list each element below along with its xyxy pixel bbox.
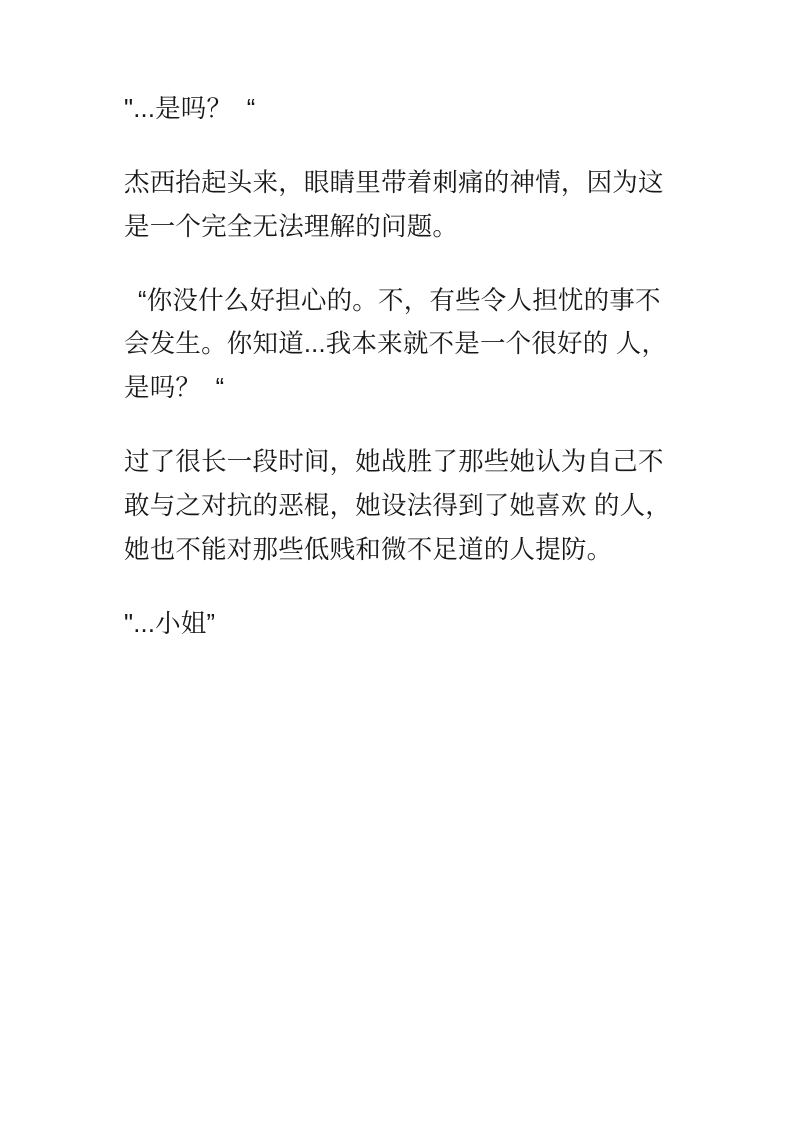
document-body	[124, 88, 683, 647]
paragraph: "...小姐”	[124, 609, 216, 638]
paragraph: “你没什么好担心的。不，有些令人担忧的事不会发生。你知道...我本来就不是一个很好的 人，是吗？ “	[124, 286, 668, 403]
paragraph: 过了很长一段时间，她战胜了那些她认为自己不敢与之对抗的恶棍，她设法得到了她喜欢 的人，她也不能对那些低贱和微不足道的人提防。	[124, 448, 671, 564]
paragraph: 杰西抬起头来，眼睛里带着刺痛的神情，因为这是一个完全无法理解的问题。	[124, 168, 664, 241]
paragraph: "...是吗？ “	[124, 95, 256, 123]
